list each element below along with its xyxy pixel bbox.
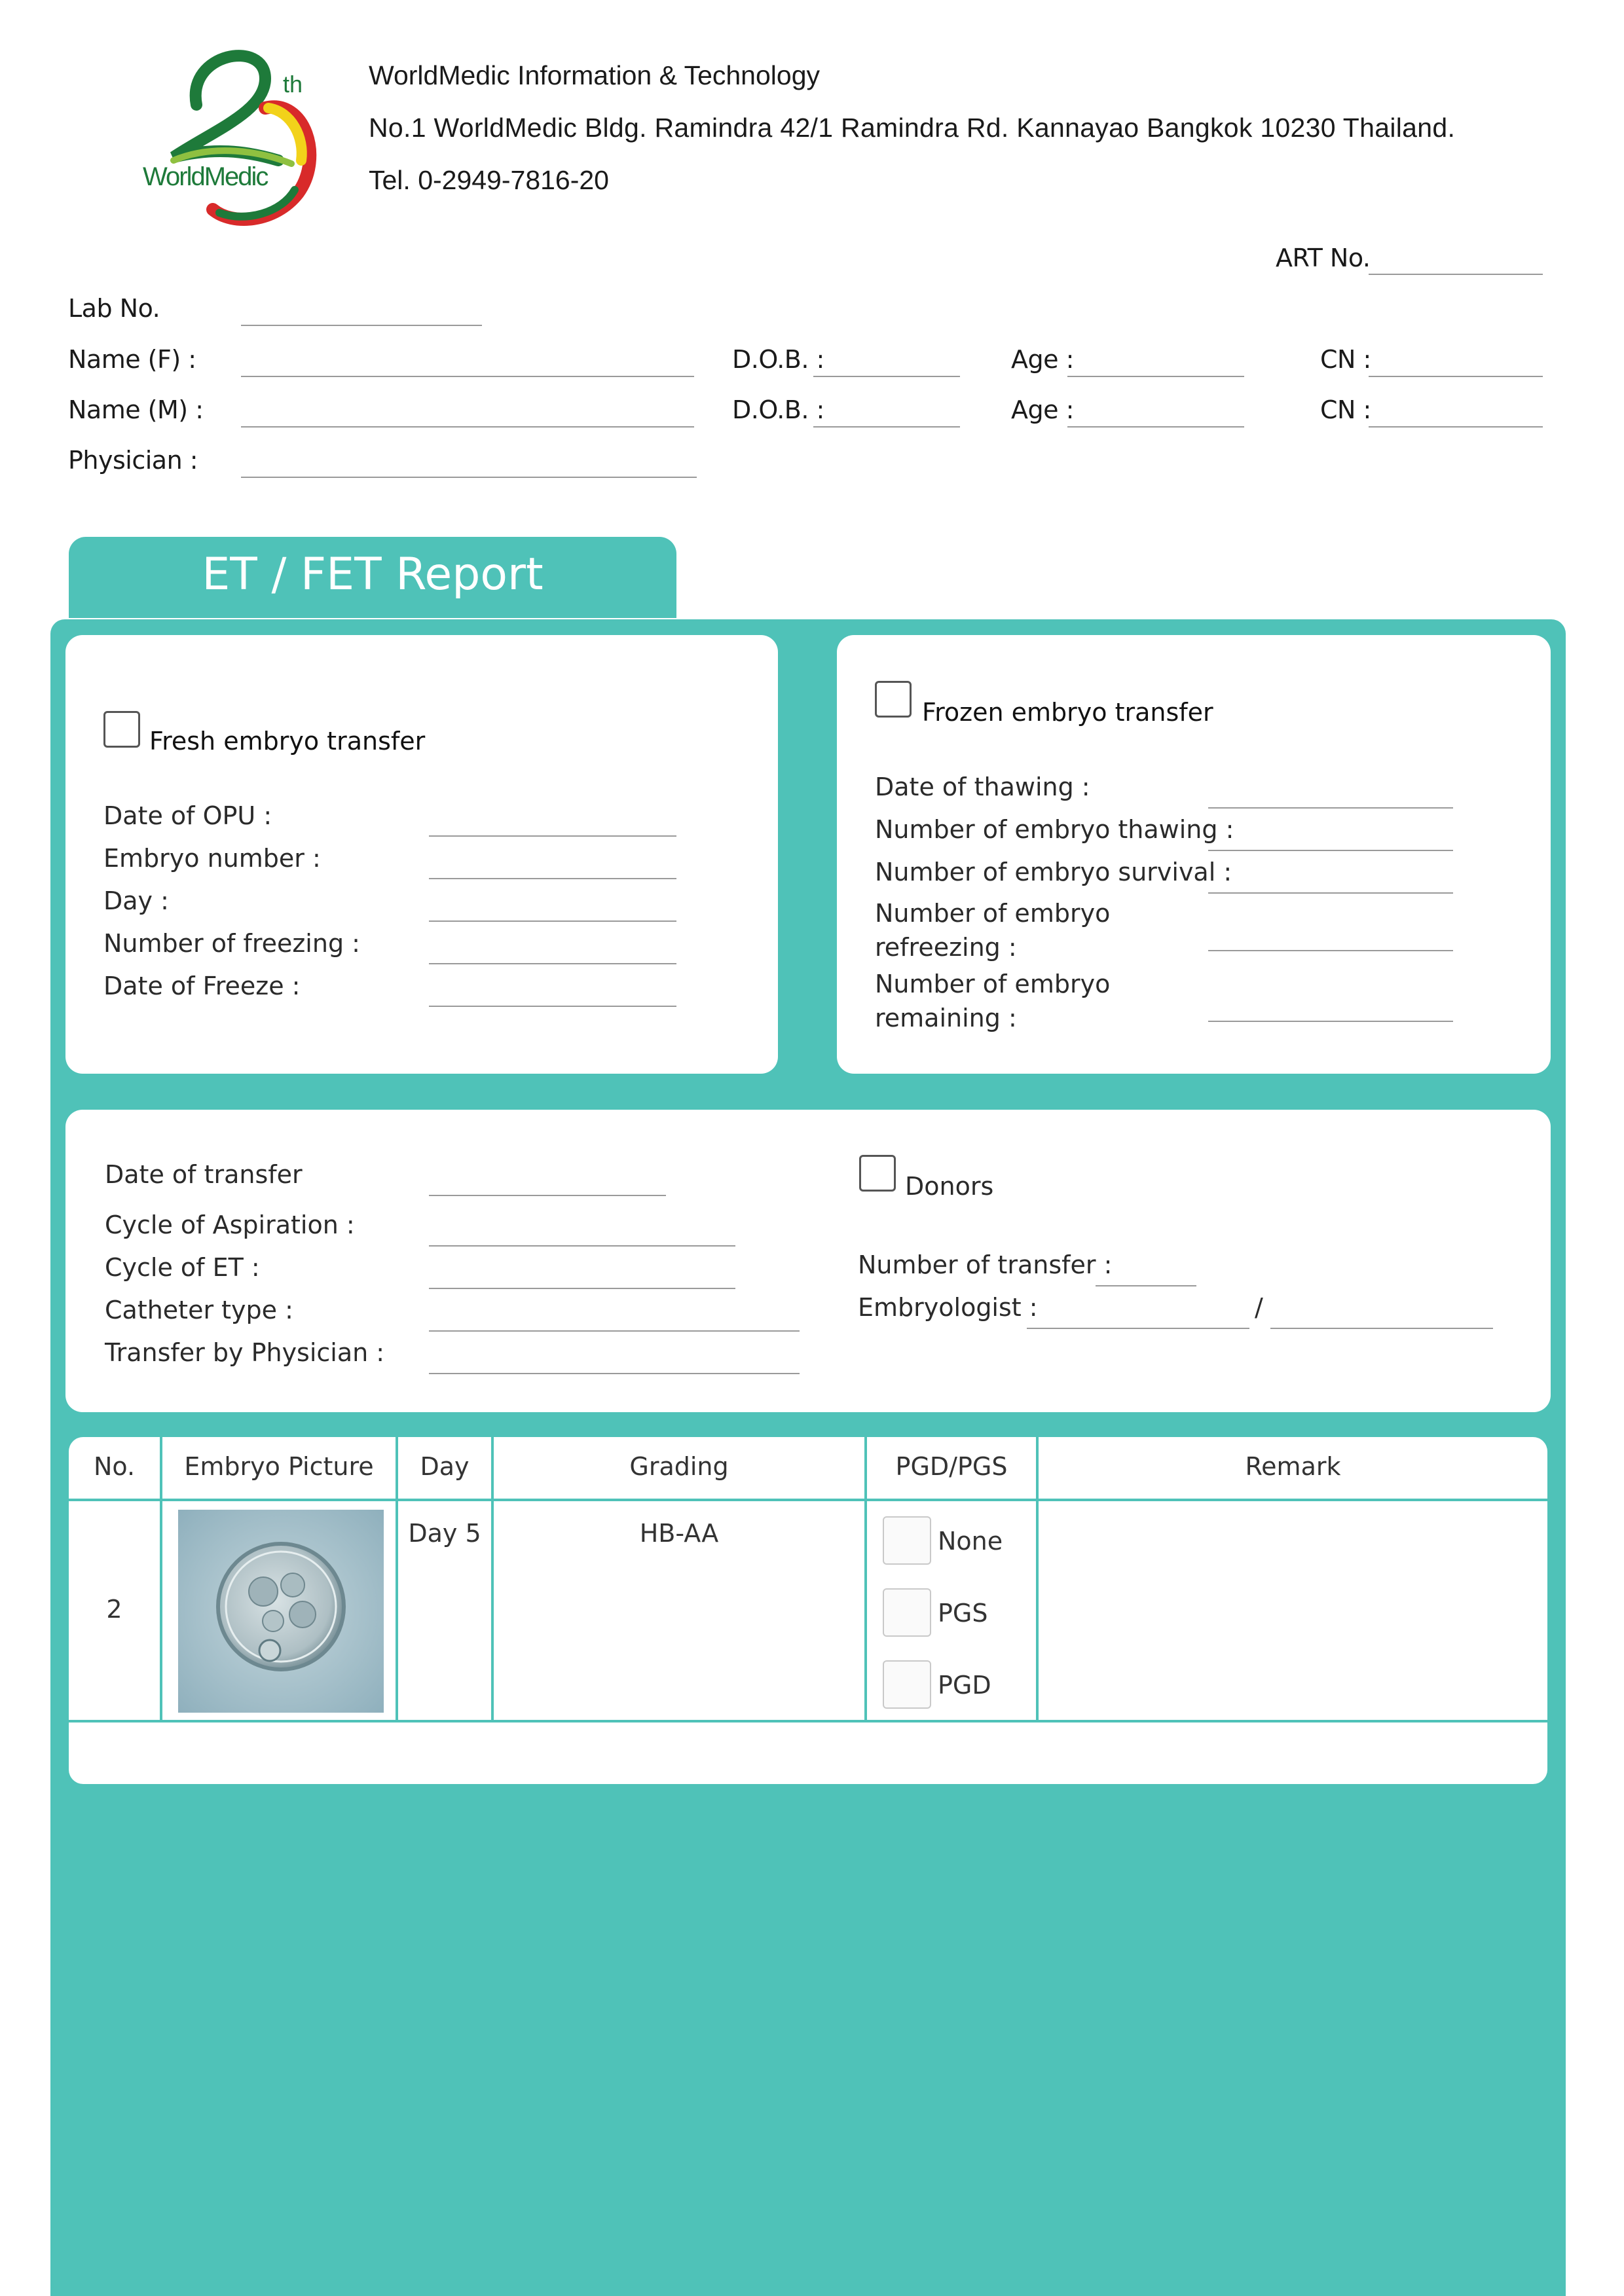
dob-m-field[interactable] (813, 426, 960, 428)
name-m-field[interactable] (241, 426, 694, 428)
transfer-label-date: Date of transfer (105, 1160, 303, 1189)
fresh-field-embryo-number[interactable] (429, 878, 676, 879)
lab-no-field[interactable] (241, 325, 482, 326)
cn-f-field[interactable] (1369, 376, 1543, 377)
pgd-checkbox[interactable] (883, 1660, 931, 1709)
embryologist-separator: / (1255, 1293, 1263, 1322)
transfer-field-catheter[interactable] (429, 1330, 800, 1332)
dob-f-field[interactable] (813, 376, 960, 377)
pgd-none-checkbox[interactable] (883, 1516, 931, 1565)
art-no-label: ART No. (1276, 244, 1371, 272)
name-f-label: Name (F) : (68, 345, 196, 374)
transfer-label-cycle-et: Cycle of ET : (105, 1253, 260, 1282)
company-address: No.1 WorldMedic Bldg. Ramindra 42/1 Ramindra Rd. Kannayao Bangkok 10230 Thailand. (369, 113, 1456, 143)
frozen-label-thawing-number: Number of embryo thawing : (875, 815, 1234, 844)
pgd-none-label: None (938, 1527, 1003, 1556)
fresh-field-opu[interactable] (429, 835, 676, 837)
transfer-label-aspiration: Cycle of Aspiration : (105, 1211, 355, 1239)
embryologist-field-1[interactable] (1027, 1328, 1249, 1329)
header-remark: Remark (1245, 1452, 1341, 1481)
age-f-label: Age : (1011, 345, 1074, 374)
frozen-field-survival[interactable] (1208, 892, 1453, 894)
frozen-label-remaining-1: Number of embryo (875, 970, 1111, 998)
frozen-label-remaining-2: remaining : (875, 1004, 1017, 1032)
header-embryo-picture: Embryo Picture (184, 1452, 374, 1481)
logo-wordmark: WorldMedic (143, 162, 268, 191)
embryologist-field-2[interactable] (1270, 1328, 1493, 1329)
pgd-label: PGD (938, 1671, 991, 1700)
frozen-transfer-checkbox[interactable] (875, 681, 912, 718)
company-name: WorldMedic Information & Technology (369, 60, 820, 90)
header-grading: Grading (629, 1452, 729, 1481)
company-phone: Tel. 0-2949-7816-20 (369, 165, 609, 195)
transfer-label-physician: Transfer by Physician : (105, 1338, 385, 1367)
company-logo (134, 26, 331, 229)
frozen-field-thawing-number[interactable] (1208, 850, 1453, 851)
fresh-label-embryo-number: Embryo number : (103, 844, 321, 873)
physician-field[interactable] (241, 477, 697, 478)
frozen-label-refreezing-1: Number of embryo (875, 899, 1111, 928)
header-day: Day (420, 1452, 470, 1481)
fresh-label-freezing: Number of freezing : (103, 929, 360, 958)
fresh-label-freeze-date: Date of Freeze : (103, 972, 301, 1000)
row-no: 2 (106, 1595, 122, 1624)
dob-f-label: D.O.B. : (732, 345, 824, 374)
fresh-transfer-checkbox[interactable] (103, 711, 140, 748)
frozen-transfer-title: Frozen embryo transfer (922, 698, 1213, 727)
name-f-field[interactable] (241, 376, 694, 377)
frozen-label-survival: Number of embryo survival : (875, 858, 1232, 886)
frozen-label-thawing-date: Date of thawing : (875, 773, 1090, 801)
cn-m-label: CN : (1320, 395, 1371, 424)
frozen-field-remaining[interactable] (1208, 1021, 1453, 1022)
physician-label: Physician : (68, 446, 198, 475)
frozen-label-refreezing-2: refreezing : (875, 933, 1017, 962)
transfer-field-aspiration[interactable] (429, 1245, 735, 1247)
donors-label: Donors (905, 1172, 994, 1201)
transfer-field-physician[interactable] (429, 1373, 800, 1374)
fresh-label-opu: Date of OPU : (103, 801, 272, 830)
name-m-label: Name (M) : (68, 395, 204, 424)
table-row-sep (69, 1720, 1547, 1722)
embryo-picture (178, 1510, 384, 1713)
logo-superscript: th (283, 71, 303, 98)
number-of-transfer-label: Number of transfer : (858, 1250, 1113, 1279)
row-grading: HB-AA (639, 1519, 719, 1548)
embryologist-label: Embryologist : (858, 1293, 1038, 1322)
lab-no-label: Lab No. (68, 294, 160, 323)
age-f-field[interactable] (1067, 376, 1244, 377)
cn-m-field[interactable] (1369, 426, 1543, 428)
number-of-transfer-field[interactable] (1096, 1285, 1196, 1286)
age-m-field[interactable] (1067, 426, 1244, 428)
worldmedic-20th-logo-icon (134, 26, 331, 229)
cn-f-label: CN : (1320, 345, 1371, 374)
pgs-checkbox[interactable] (883, 1588, 931, 1637)
table-header-sep (69, 1499, 1547, 1501)
frozen-field-refreezing[interactable] (1208, 950, 1453, 951)
donors-checkbox[interactable] (859, 1155, 896, 1192)
fresh-field-freezing[interactable] (429, 963, 676, 964)
age-m-label: Age : (1011, 395, 1074, 424)
report-title: ET / FET Report (202, 549, 544, 600)
header-pgd-pgs: PGD/PGS (895, 1452, 1008, 1481)
pgs-label: PGS (938, 1599, 988, 1628)
embryo-image-icon (178, 1510, 384, 1713)
transfer-field-date[interactable] (429, 1195, 666, 1196)
header-no: No. (93, 1452, 136, 1481)
fresh-label-day: Day : (103, 886, 169, 915)
fresh-field-day[interactable] (429, 920, 676, 922)
fresh-field-freeze-date[interactable] (429, 1006, 676, 1007)
dob-m-label: D.O.B. : (732, 395, 824, 424)
row-day: Day 5 (408, 1519, 481, 1548)
art-no-field[interactable] (1369, 274, 1543, 275)
fresh-transfer-title: Fresh embryo transfer (149, 727, 426, 756)
transfer-field-cycle-et[interactable] (429, 1288, 735, 1289)
transfer-label-catheter: Catheter type : (105, 1296, 293, 1324)
frozen-field-thawing-date[interactable] (1208, 807, 1453, 809)
